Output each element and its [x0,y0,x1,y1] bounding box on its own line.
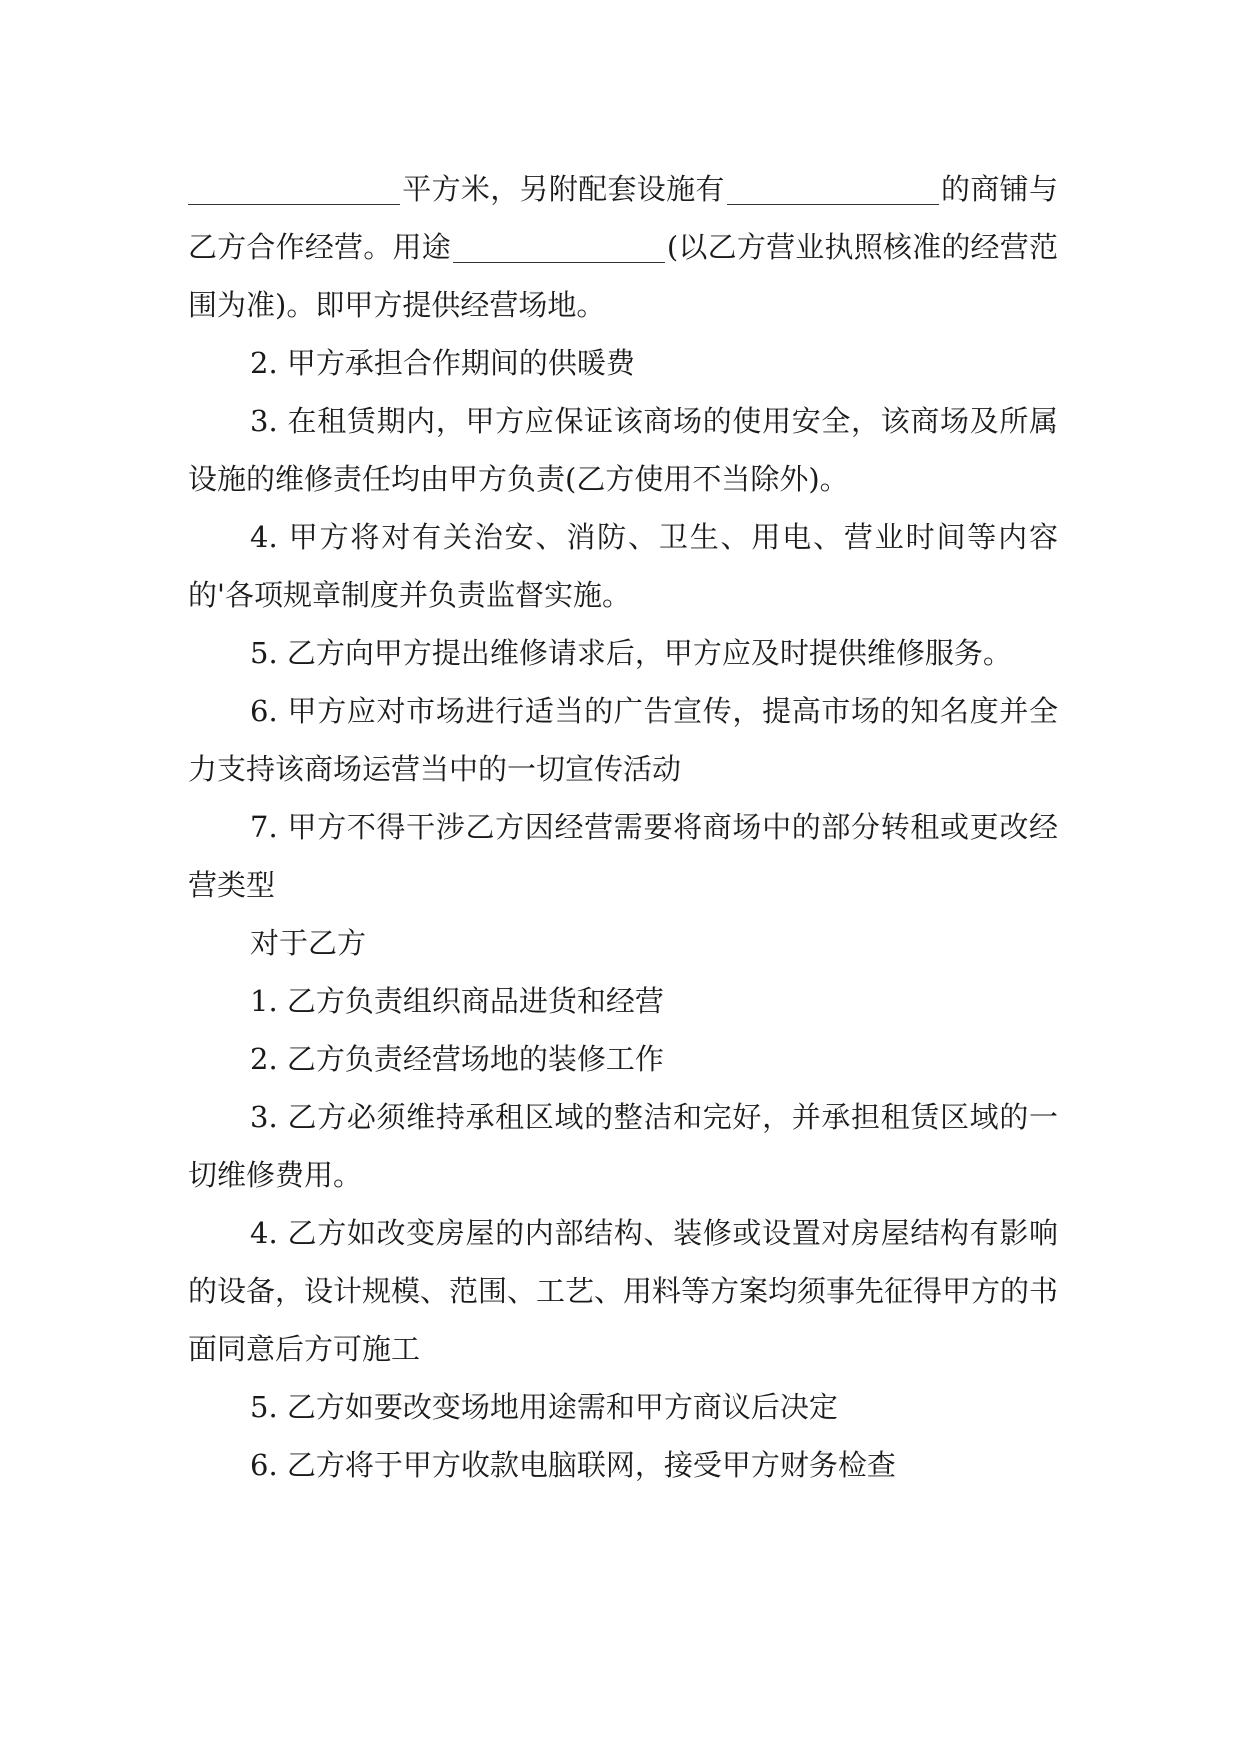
party-a-item: 6. 甲方应对市场进行适当的广告宣传，提高市场的知名度并全力支持该商场运营当中的一切宣传活动 [188,694,1058,786]
party-a-item: 2. 甲方承担合作期间的供暖费 [250,346,635,380]
party-b-item: 5. 乙方如要改变场地用途需和甲方商议后决定 [250,1390,838,1424]
party-b-item: 1. 乙方负责组织商品进货和经营 [250,984,664,1018]
party-b-item: 4. 乙方如改变房屋的内部结构、装修或设置对房屋结构有影响的设备，设计规模、范围、工艺、用料等方案均须事先征得甲方的书面同意后方可施工 [188,1216,1059,1366]
blank-usage [453,233,665,263]
party-b-item: 2. 乙方负责经营场地的装修工作 [250,1042,664,1076]
blank-facilities [727,175,939,205]
document-body [188,160,1058,1494]
intro-text-1: 平方米，另附配套设施有 [402,172,725,206]
party-b-heading: 对于乙方 [250,926,367,960]
party-a-item: 4. 甲方将对有关治安、消防、卫生、用电、营业时间等内容的'各项规章制度并负责监督实施。 [188,520,1058,612]
party-b-item: 6. 乙方将于甲方收款电脑联网，接受甲方财务检查 [250,1448,896,1482]
party-a-item: 3. 在租赁期内，甲方应保证该商场的使用安全，该商场及所属设施的维修责任均由甲方负责(乙方使用不当除外)。 [188,404,1058,496]
intro-text-2: 的商铺与乙方合作经营。用途 [188,172,1058,264]
blank-area [188,175,400,205]
party-b-item: 3. 乙方必须维持承租区域的整洁和完好，并承担租赁区域的一切维修费用。 [188,1100,1058,1192]
intro-paragraph [188,160,1058,334]
party-a-item: 5. 乙方向甲方提出维修请求后，甲方应及时提供维修服务。 [250,636,1012,670]
party-a-item: 7. 甲方不得干涉乙方因经营需要将商场中的部分转租或更改经营类型 [188,810,1058,902]
intro-text-3: (以乙方营业执照核准的经营范围为准)。即甲方提供经营场地。 [188,230,1058,322]
